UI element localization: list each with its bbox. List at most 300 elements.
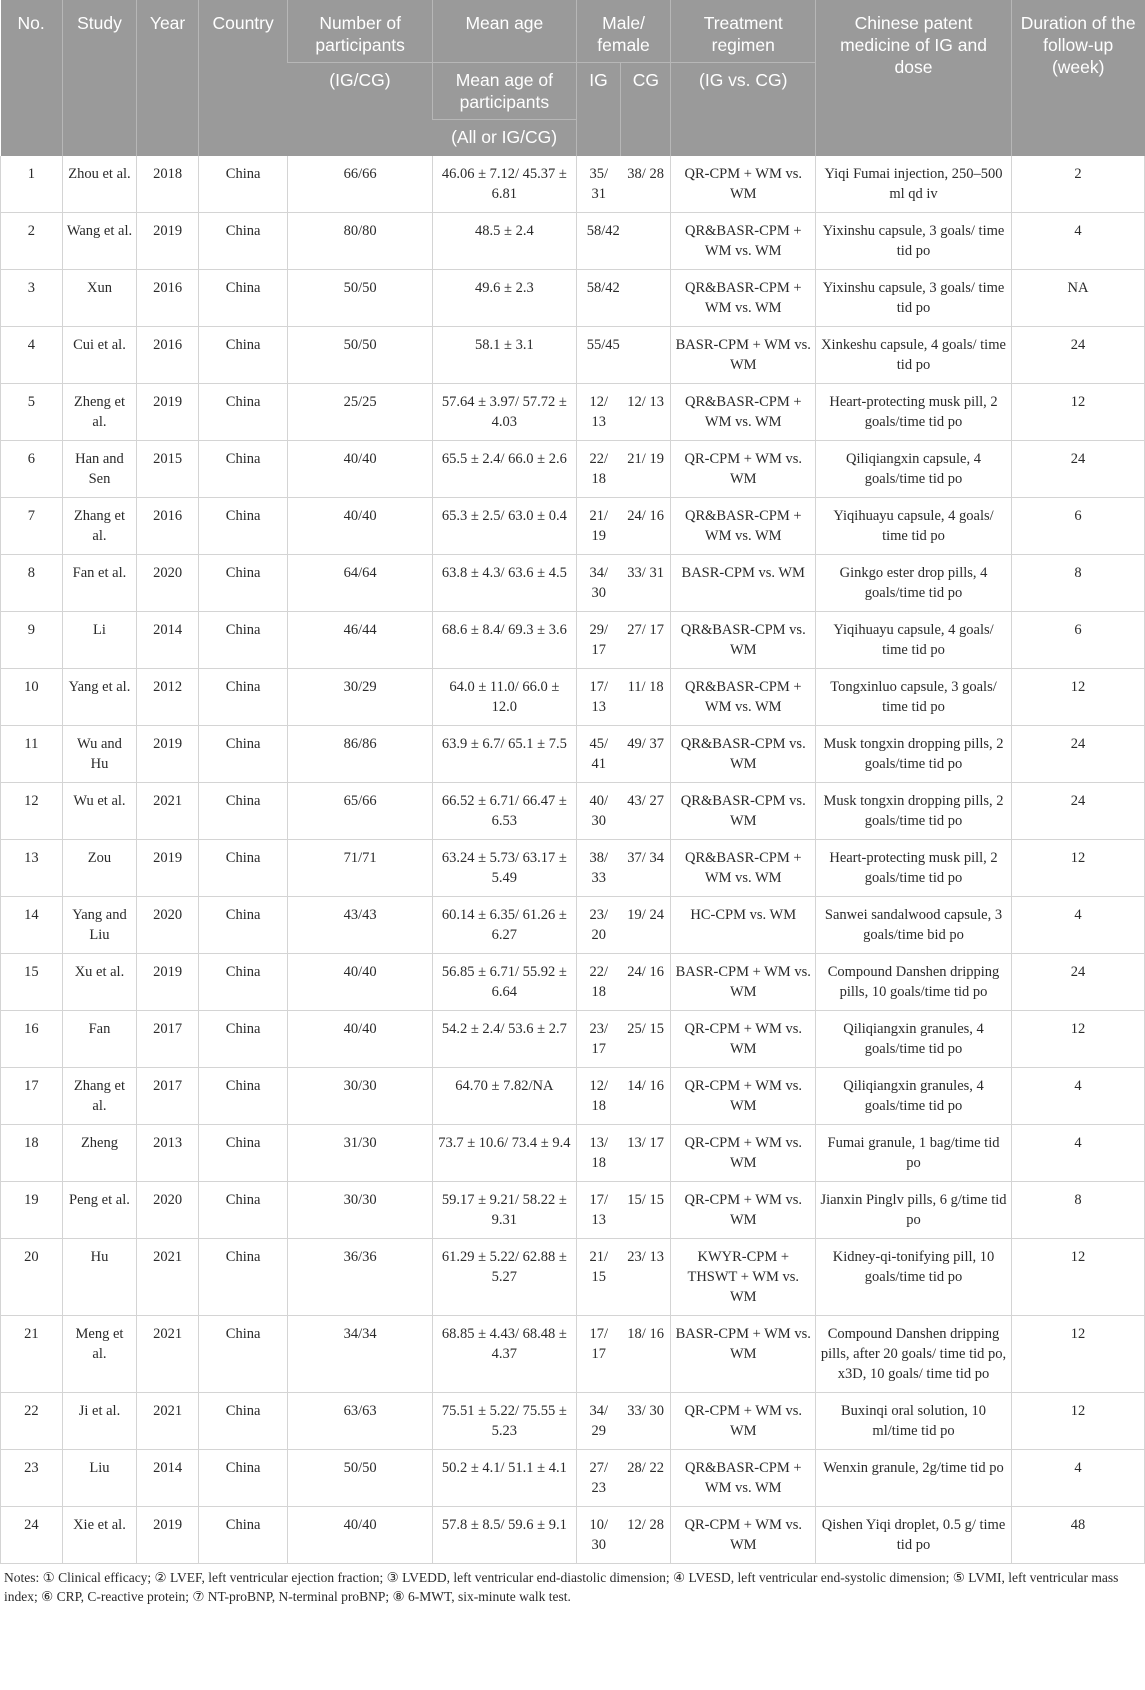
- cell-treatment: QR&BASR-CPM + WM vs. WM: [671, 384, 816, 441]
- table-row: [1, 1393, 1145, 1450]
- cell-ig: 21/ 15: [576, 1239, 621, 1316]
- cell-no: 5: [1, 384, 63, 441]
- cell-year: 2013: [137, 1125, 199, 1182]
- cell-year: 2014: [137, 1450, 199, 1507]
- cell-male-female: 58/42: [576, 270, 671, 327]
- cell-country: China: [198, 1239, 287, 1316]
- cell-duration: 12: [1011, 384, 1144, 441]
- cell-country: China: [198, 726, 287, 783]
- cell-no: 13: [1, 840, 63, 897]
- cell-medicine: Heart-protecting musk pill, 2 goals/time tid po: [816, 840, 1012, 897]
- cell-medicine: Qiliqiangxin capsule, 4 goals/time tid po: [816, 441, 1012, 498]
- cell-study: Li: [62, 612, 136, 669]
- cell-study: Meng et al.: [62, 1316, 136, 1393]
- cell-mean-age: 50.2 ± 4.1/ 51.1 ± 4.1: [433, 1450, 577, 1507]
- cell-mean-age: 68.6 ± 8.4/ 69.3 ± 3.6: [433, 612, 577, 669]
- cell-mean-age: 57.64 ± 3.97/ 57.72 ± 4.03: [433, 384, 577, 441]
- cell-mean-age: 65.5 ± 2.4/ 66.0 ± 2.6: [433, 441, 577, 498]
- cell-no: 16: [1, 1011, 63, 1068]
- cell-country: China: [198, 840, 287, 897]
- cell-no: 8: [1, 555, 63, 612]
- cell-participants: 63/63: [288, 1393, 433, 1450]
- cell-medicine: Heart-protecting musk pill, 2 goals/time tid po: [816, 384, 1012, 441]
- table-row: [1, 384, 1145, 441]
- cell-cg: 24/ 16: [621, 498, 671, 555]
- header-country: Country: [198, 0, 287, 156]
- cell-study: Zheng: [62, 1125, 136, 1182]
- cell-country: China: [198, 897, 287, 954]
- header-mean-age: Mean age: [433, 0, 577, 63]
- cell-participants: 50/50: [288, 1450, 433, 1507]
- cell-year: 2017: [137, 1068, 199, 1125]
- cell-country: China: [198, 156, 287, 213]
- cell-medicine: Qiliqiangxin granules, 4 goals/time tid po: [816, 1068, 1012, 1125]
- cell-mean-age: 65.3 ± 2.5/ 63.0 ± 0.4: [433, 498, 577, 555]
- cell-mean-age: 64.0 ± 11.0/ 66.0 ± 12.0: [433, 669, 577, 726]
- cell-no: 10: [1, 669, 63, 726]
- table-row: [1, 1182, 1145, 1239]
- cell-participants: 66/66: [288, 156, 433, 213]
- cell-no: 19: [1, 1182, 63, 1239]
- cell-medicine: Musk tongxin dropping pills, 2 goals/time tid po: [816, 783, 1012, 840]
- cell-mean-age: 63.8 ± 4.3/ 63.6 ± 4.5: [433, 555, 577, 612]
- table-body: [1, 156, 1145, 1564]
- cell-study: Peng et al.: [62, 1182, 136, 1239]
- cell-medicine: Yiqi Fumai injection, 250–500 ml qd iv: [816, 156, 1012, 213]
- cell-year: 2019: [137, 384, 199, 441]
- cell-mean-age: 75.51 ± 5.22/ 75.55 ± 5.23: [433, 1393, 577, 1450]
- cell-no: 24: [1, 1507, 63, 1564]
- header-study: Study: [62, 0, 136, 156]
- cell-mean-age: 57.8 ± 8.5/ 59.6 ± 9.1: [433, 1507, 577, 1564]
- cell-no: 15: [1, 954, 63, 1011]
- cell-medicine: Yixinshu capsule, 3 goals/ time tid po: [816, 270, 1012, 327]
- table-row: [1, 270, 1145, 327]
- cell-medicine: Yiqihuayu capsule, 4 goals/ time tid po: [816, 612, 1012, 669]
- header-duration: Duration of the follow-up (week): [1011, 0, 1144, 156]
- table-row: [1, 1125, 1145, 1182]
- header-treatment: Treatment regimen: [671, 0, 816, 63]
- cell-cg: 33/ 31: [621, 555, 671, 612]
- cell-medicine: Kidney-qi-tonifying pill, 10 goals/time tid po: [816, 1239, 1012, 1316]
- cell-study: Ji et al.: [62, 1393, 136, 1450]
- cell-country: China: [198, 1125, 287, 1182]
- cell-duration: 24: [1011, 441, 1144, 498]
- cell-country: China: [198, 384, 287, 441]
- cell-study: Cui et al.: [62, 327, 136, 384]
- cell-duration: 24: [1011, 726, 1144, 783]
- cell-cg: 24/ 16: [621, 954, 671, 1011]
- cell-year: 2019: [137, 840, 199, 897]
- cell-participants: 40/40: [288, 498, 433, 555]
- table-header: [1, 0, 1145, 156]
- cell-no: 14: [1, 897, 63, 954]
- cell-medicine: Qishen Yiqi droplet, 0.5 g/ time tid po: [816, 1507, 1012, 1564]
- cell-participants: 30/29: [288, 669, 433, 726]
- cell-treatment: QR-CPM + WM vs. WM: [671, 441, 816, 498]
- cell-participants: 25/25: [288, 384, 433, 441]
- cell-participants: 50/50: [288, 327, 433, 384]
- cell-medicine: Compound Danshen dripping pills, 10 goals/time tid po: [816, 954, 1012, 1011]
- cell-mean-age: 64.70 ± 7.82/NA: [433, 1068, 577, 1125]
- cell-treatment: BASR-CPM + WM vs. WM: [671, 954, 816, 1011]
- cell-participants: 40/40: [288, 954, 433, 1011]
- table-row: [1, 669, 1145, 726]
- cell-year: 2021: [137, 783, 199, 840]
- cell-no: 7: [1, 498, 63, 555]
- cell-no: 2: [1, 213, 63, 270]
- cell-country: China: [198, 1393, 287, 1450]
- header-participants: Number of participants: [288, 0, 433, 63]
- cell-participants: 31/30: [288, 1125, 433, 1182]
- cell-study: Zhang et al.: [62, 498, 136, 555]
- cell-country: China: [198, 498, 287, 555]
- cell-year: 2012: [137, 669, 199, 726]
- cell-mean-age: 66.52 ± 6.71/ 66.47 ± 6.53: [433, 783, 577, 840]
- cell-ig: 45/ 41: [576, 726, 621, 783]
- cell-cg: 49/ 37: [621, 726, 671, 783]
- cell-ig: 21/ 19: [576, 498, 621, 555]
- cell-male-female: 55/45: [576, 327, 671, 384]
- cell-country: China: [198, 1182, 287, 1239]
- cell-cg: 33/ 30: [621, 1393, 671, 1450]
- cell-no: 11: [1, 726, 63, 783]
- cell-year: 2016: [137, 498, 199, 555]
- header-medicine: Chinese patent medicine of IG and dose: [816, 0, 1012, 156]
- cell-year: 2021: [137, 1393, 199, 1450]
- cell-study: Yang and Liu: [62, 897, 136, 954]
- cell-mean-age: 73.7 ± 10.6/ 73.4 ± 9.4: [433, 1125, 577, 1182]
- cell-ig: 29/ 17: [576, 612, 621, 669]
- table-row: [1, 954, 1145, 1011]
- cell-duration: 4: [1011, 1125, 1144, 1182]
- cell-participants: 43/43: [288, 897, 433, 954]
- cell-ig: 10/ 30: [576, 1507, 621, 1564]
- table-row: [1, 156, 1145, 213]
- cell-year: 2016: [137, 270, 199, 327]
- cell-participants: 86/86: [288, 726, 433, 783]
- table-row: [1, 612, 1145, 669]
- cell-treatment: QR-CPM + WM vs. WM: [671, 1507, 816, 1564]
- cell-year: 2016: [137, 327, 199, 384]
- cell-study: Hu: [62, 1239, 136, 1316]
- cell-duration: 48: [1011, 1507, 1144, 1564]
- header-participants-sub: (IG/CG): [288, 63, 433, 157]
- cell-cg: 19/ 24: [621, 897, 671, 954]
- cell-participants: 64/64: [288, 555, 433, 612]
- cell-treatment: KWYR-CPM + THSWT + WM vs. WM: [671, 1239, 816, 1316]
- cell-year: 2019: [137, 726, 199, 783]
- cell-participants: 65/66: [288, 783, 433, 840]
- cell-study: Han and Sen: [62, 441, 136, 498]
- cell-ig: 34/ 30: [576, 555, 621, 612]
- cell-cg: 38/ 28: [621, 156, 671, 213]
- cell-year: 2020: [137, 897, 199, 954]
- cell-study: Xie et al.: [62, 1507, 136, 1564]
- cell-treatment: BASR-CPM vs. WM: [671, 555, 816, 612]
- cell-cg: 13/ 17: [621, 1125, 671, 1182]
- cell-ig: 12/ 13: [576, 384, 621, 441]
- cell-medicine: Jianxin Pinglv pills, 6 g/time tid po: [816, 1182, 1012, 1239]
- cell-country: China: [198, 1507, 287, 1564]
- cell-medicine: Ginkgo ester drop pills, 4 goals/time tid po: [816, 555, 1012, 612]
- cell-no: 18: [1, 1125, 63, 1182]
- cell-study: Wang et al.: [62, 213, 136, 270]
- cell-mean-age: 63.9 ± 6.7/ 65.1 ± 7.5: [433, 726, 577, 783]
- cell-mean-age: 61.29 ± 5.22/ 62.88 ± 5.27: [433, 1239, 577, 1316]
- cell-medicine: Buxinqi oral solution, 10 ml/time tid po: [816, 1393, 1012, 1450]
- header-no: No.: [1, 0, 63, 156]
- table-row: [1, 441, 1145, 498]
- cell-participants: 40/40: [288, 1507, 433, 1564]
- cell-duration: 24: [1011, 327, 1144, 384]
- cell-male-female: 58/42: [576, 213, 671, 270]
- header-year: Year: [137, 0, 199, 156]
- cell-study: Wu and Hu: [62, 726, 136, 783]
- cell-ig: 17/ 17: [576, 1316, 621, 1393]
- cell-treatment: BASR-CPM + WM vs. WM: [671, 327, 816, 384]
- cell-medicine: Xinkeshu capsule, 4 goals/ time tid po: [816, 327, 1012, 384]
- cell-country: China: [198, 1011, 287, 1068]
- cell-ig: 27/ 23: [576, 1450, 621, 1507]
- cell-participants: 40/40: [288, 441, 433, 498]
- header-male-female: Male/ female: [576, 0, 671, 63]
- table-row: [1, 783, 1145, 840]
- cell-year: 2015: [137, 441, 199, 498]
- header-cg: CG: [621, 63, 671, 157]
- cell-cg: 14/ 16: [621, 1068, 671, 1125]
- cell-mean-age: 68.85 ± 4.43/ 68.48 ± 4.37: [433, 1316, 577, 1393]
- cell-treatment: QR&BASR-CPM + WM vs. WM: [671, 840, 816, 897]
- cell-mean-age: 56.85 ± 6.71/ 55.92 ± 6.64: [433, 954, 577, 1011]
- table-row: [1, 498, 1145, 555]
- cell-duration: 8: [1011, 1182, 1144, 1239]
- cell-country: China: [198, 327, 287, 384]
- cell-cg: 23/ 13: [621, 1239, 671, 1316]
- cell-treatment: QR&BASR-CPM + WM vs. WM: [671, 270, 816, 327]
- cell-mean-age: 49.6 ± 2.3: [433, 270, 577, 327]
- cell-treatment: QR&BASR-CPM + WM vs. WM: [671, 213, 816, 270]
- cell-medicine: Fumai granule, 1 bag/time tid po: [816, 1125, 1012, 1182]
- cell-country: China: [198, 612, 287, 669]
- cell-no: 23: [1, 1450, 63, 1507]
- cell-study: Xu et al.: [62, 954, 136, 1011]
- cell-duration: 12: [1011, 1239, 1144, 1316]
- cell-cg: 25/ 15: [621, 1011, 671, 1068]
- cell-study: Liu: [62, 1450, 136, 1507]
- cell-participants: 30/30: [288, 1068, 433, 1125]
- cell-medicine: Yiqihuayu capsule, 4 goals/ time tid po: [816, 498, 1012, 555]
- cell-duration: 4: [1011, 213, 1144, 270]
- cell-mean-age: 58.1 ± 3.1: [433, 327, 577, 384]
- cell-treatment: QR-CPM + WM vs. WM: [671, 1068, 816, 1125]
- cell-mean-age: 54.2 ± 2.4/ 53.6 ± 2.7: [433, 1011, 577, 1068]
- cell-year: 2014: [137, 612, 199, 669]
- cell-participants: 80/80: [288, 213, 433, 270]
- cell-duration: 12: [1011, 1316, 1144, 1393]
- cell-no: 21: [1, 1316, 63, 1393]
- cell-no: 4: [1, 327, 63, 384]
- cell-duration: 24: [1011, 783, 1144, 840]
- cell-treatment: QR&BASR-CPM + WM vs. WM: [671, 498, 816, 555]
- cell-study: Fan: [62, 1011, 136, 1068]
- cell-duration: 6: [1011, 498, 1144, 555]
- cell-medicine: Compound Danshen dripping pills, after 20 goals/ time tid po, x3D, 10 goals/ time tid po: [816, 1316, 1012, 1393]
- cell-duration: 24: [1011, 954, 1144, 1011]
- cell-duration: NA: [1011, 270, 1144, 327]
- cell-ig: 17/ 13: [576, 1182, 621, 1239]
- cell-treatment: QR-CPM + WM vs. WM: [671, 1182, 816, 1239]
- cell-ig: 40/ 30: [576, 783, 621, 840]
- cell-country: China: [198, 555, 287, 612]
- cell-year: 2020: [137, 555, 199, 612]
- cell-year: 2019: [137, 954, 199, 1011]
- cell-no: 20: [1, 1239, 63, 1316]
- table-row: [1, 327, 1145, 384]
- cell-ig: 34/ 29: [576, 1393, 621, 1450]
- cell-year: 2021: [137, 1239, 199, 1316]
- cell-no: 12: [1, 783, 63, 840]
- cell-medicine: Wenxin granule, 2g/time tid po: [816, 1450, 1012, 1507]
- header-ig: IG: [576, 63, 621, 157]
- table-row: [1, 897, 1145, 954]
- cell-year: 2017: [137, 1011, 199, 1068]
- cell-treatment: QR-CPM + WM vs. WM: [671, 1393, 816, 1450]
- cell-no: 17: [1, 1068, 63, 1125]
- table-row: [1, 1239, 1145, 1316]
- cell-year: 2019: [137, 213, 199, 270]
- table-row: [1, 726, 1145, 783]
- cell-study: Xun: [62, 270, 136, 327]
- cell-ig: 38/ 33: [576, 840, 621, 897]
- cell-mean-age: 63.24 ± 5.73/ 63.17 ± 5.49: [433, 840, 577, 897]
- table-notes: Notes: ① Clinical efficacy; ② LVEF, left ventricular ejection fraction; ③ LVEDD, left ventricular end-diastolic dimension; ④ LVESD, left ventricular end-systolic dimension; ⑤ LVMI, left ventricular mass index; ⑥ CRP, C-reactive protein; ⑦ NT-proBNP, N-terminal proBNP; ⑧ 6-MWT, six-minute walk test.: [4, 1570, 1119, 1604]
- cell-ig: 17/ 13: [576, 669, 621, 726]
- cell-duration: 2: [1011, 156, 1144, 213]
- cell-cg: 12/ 13: [621, 384, 671, 441]
- cell-year: 2018: [137, 156, 199, 213]
- cell-treatment: QR-CPM + WM vs. WM: [671, 156, 816, 213]
- cell-country: China: [198, 954, 287, 1011]
- cell-country: China: [198, 270, 287, 327]
- cell-duration: 12: [1011, 669, 1144, 726]
- cell-country: China: [198, 213, 287, 270]
- cell-participants: 30/30: [288, 1182, 433, 1239]
- table-row: [1, 1507, 1145, 1564]
- cell-treatment: QR&BASR-CPM vs. WM: [671, 726, 816, 783]
- cell-study: Zou: [62, 840, 136, 897]
- cell-country: China: [198, 1316, 287, 1393]
- cell-country: China: [198, 441, 287, 498]
- cell-participants: 34/34: [288, 1316, 433, 1393]
- cell-cg: 43/ 27: [621, 783, 671, 840]
- cell-study: Zheng et al.: [62, 384, 136, 441]
- cell-cg: 21/ 19: [621, 441, 671, 498]
- header-mean-age-sub1: Mean age of participants: [433, 63, 577, 120]
- cell-mean-age: 46.06 ± 7.12/ 45.37 ± 6.81: [433, 156, 577, 213]
- cell-treatment: BASR-CPM + WM vs. WM: [671, 1316, 816, 1393]
- cell-cg: 27/ 17: [621, 612, 671, 669]
- cell-year: 2020: [137, 1182, 199, 1239]
- cell-ig: 12/ 18: [576, 1068, 621, 1125]
- cell-no: 6: [1, 441, 63, 498]
- cell-treatment: QR&BASR-CPM vs. WM: [671, 612, 816, 669]
- cell-year: 2019: [137, 1507, 199, 1564]
- cell-no: 1: [1, 156, 63, 213]
- cell-participants: 50/50: [288, 270, 433, 327]
- cell-medicine: Qiliqiangxin granules, 4 goals/time tid po: [816, 1011, 1012, 1068]
- cell-duration: 4: [1011, 897, 1144, 954]
- cell-treatment: QR&BASR-CPM + WM vs. WM: [671, 1450, 816, 1507]
- cell-participants: 71/71: [288, 840, 433, 897]
- cell-treatment: QR-CPM + WM vs. WM: [671, 1011, 816, 1068]
- cell-country: China: [198, 669, 287, 726]
- header-mean-age-sub2: (All or IG/CG): [433, 120, 577, 157]
- header-treatment-sub: (IG vs. CG): [671, 63, 816, 157]
- cell-medicine: Sanwei sandalwood capsule, 3 goals/time bid po: [816, 897, 1012, 954]
- cell-no: 3: [1, 270, 63, 327]
- cell-country: China: [198, 783, 287, 840]
- cell-ig: 23/ 20: [576, 897, 621, 954]
- cell-duration: 6: [1011, 612, 1144, 669]
- cell-study: Zhou et al.: [62, 156, 136, 213]
- cell-year: 2021: [137, 1316, 199, 1393]
- cell-duration: 8: [1011, 555, 1144, 612]
- cell-study: Wu et al.: [62, 783, 136, 840]
- cell-mean-age: 59.17 ± 9.21/ 58.22 ± 9.31: [433, 1182, 577, 1239]
- table-row: [1, 1068, 1145, 1125]
- cell-medicine: Yixinshu capsule, 3 goals/ time tid po: [816, 213, 1012, 270]
- table-row: [1, 213, 1145, 270]
- cell-cg: 11/ 18: [621, 669, 671, 726]
- cell-cg: 12/ 28: [621, 1507, 671, 1564]
- cell-duration: 12: [1011, 1011, 1144, 1068]
- cell-treatment: QR-CPM + WM vs. WM: [671, 1125, 816, 1182]
- cell-treatment: QR&BASR-CPM + WM vs. WM: [671, 669, 816, 726]
- cell-mean-age: 60.14 ± 6.35/ 61.26 ± 6.27: [433, 897, 577, 954]
- table-row: [1, 1011, 1145, 1068]
- cell-treatment: QR&BASR-CPM vs. WM: [671, 783, 816, 840]
- cell-no: 9: [1, 612, 63, 669]
- cell-duration: 4: [1011, 1068, 1144, 1125]
- cell-duration: 12: [1011, 840, 1144, 897]
- cell-ig: 13/ 18: [576, 1125, 621, 1182]
- cell-duration: 12: [1011, 1393, 1144, 1450]
- cell-study: Yang et al.: [62, 669, 136, 726]
- table-row: [1, 840, 1145, 897]
- cell-ig: 35/ 31: [576, 156, 621, 213]
- cell-study: Fan et al.: [62, 555, 136, 612]
- cell-participants: 46/44: [288, 612, 433, 669]
- cell-cg: 18/ 16: [621, 1316, 671, 1393]
- cell-medicine: Tongxinluo capsule, 3 goals/ time tid po: [816, 669, 1012, 726]
- cell-mean-age: 48.5 ± 2.4: [433, 213, 577, 270]
- table-row: [1, 555, 1145, 612]
- cell-participants: 40/40: [288, 1011, 433, 1068]
- cell-ig: 22/ 18: [576, 954, 621, 1011]
- cell-treatment: HC-CPM vs. WM: [671, 897, 816, 954]
- cell-cg: 15/ 15: [621, 1182, 671, 1239]
- cell-ig: 22/ 18: [576, 441, 621, 498]
- cell-study: Zhang et al.: [62, 1068, 136, 1125]
- cell-cg: 37/ 34: [621, 840, 671, 897]
- cell-country: China: [198, 1450, 287, 1507]
- cell-participants: 36/36: [288, 1239, 433, 1316]
- table-row: [1, 1316, 1145, 1393]
- cell-medicine: Musk tongxin dropping pills, 2 goals/time tid po: [816, 726, 1012, 783]
- cell-cg: 28/ 22: [621, 1450, 671, 1507]
- cell-no: 22: [1, 1393, 63, 1450]
